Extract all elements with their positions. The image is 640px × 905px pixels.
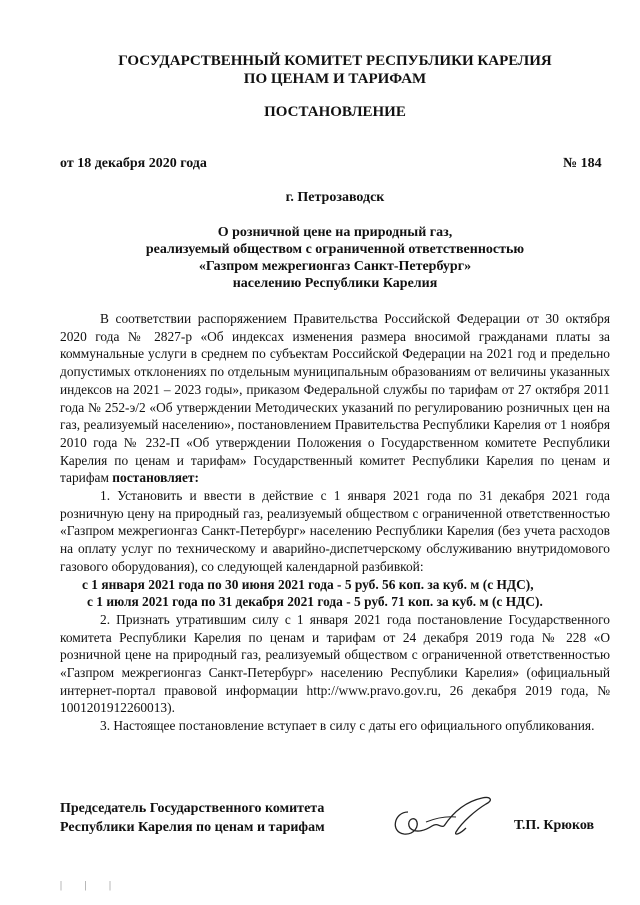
item-1: 1. Установить и ввести в действие с 1 января 2021 года по 31 декабря 2021 года розничную цену на природный газ, реализуемый обществом с ограниченной ответственностью «Газпром межрегионгаз Санкт-Петербург» населению Республики Карелия (без учета расходов на оплату услуг по техническому и аварийно-диспетчерскому обслуживанию внутридомового газового оборудования), со следующей календарной разбивкой:: [60, 488, 610, 574]
signatory-position: [60, 799, 325, 837]
document-title-line3: «Газпром межрегионгаз Санкт-Петербург»: [198, 259, 472, 274]
document-title-line2: реализуемый обществом с ограниченной ответственностью: [145, 242, 525, 257]
handwritten-signature-icon: [386, 792, 496, 842]
document-type: ПОСТАНОВЛЕНИЕ: [264, 104, 406, 120]
signatory-name: Т.П. Крюков: [514, 818, 595, 833]
scan-marks: | | |: [60, 880, 122, 891]
document-city: г. Петрозаводск: [285, 190, 385, 205]
price-period-2: с 1 июля 2021 года по 31 декабря 2021 года - 5 руб. 71 коп. за куб. м (с НДС).: [87, 594, 543, 610]
preamble-paragraph: [60, 310, 610, 487]
item-2: 2. Признать утратившим силу с 1 января 2021 года постановление Государственного комитета Республики Карелия по ценам и тарифам от 24 декабря 2019 года № 228 «О розничной цене на природный газ, реализуемый обществом с ограниченной ответственностью «Газпром межрегионгаз Санкт-Петербург» населению Республики Карелия» (официальный интернет-портал правовой информации http://www.pravo.gov.ru, 26 декабря 2019 года, № 1001201912260013).: [60, 611, 610, 716]
committee-name-line2: ПО ЦЕНАМ И ТАРИФАМ: [243, 71, 427, 87]
decides-word: постановляет:: [112, 470, 199, 486]
document-date: от 18 декабря 2020 года: [60, 156, 207, 171]
document-title-line1: О розничной цене на природный газ,: [217, 225, 453, 240]
document-body: [60, 310, 610, 735]
signatory-position-line1: Председатель Государственного комитета: [60, 801, 325, 816]
item-3: 3. Настоящее постановление вступает в силу с даты его официального опубликования.: [100, 718, 595, 734]
document-number: № 184: [563, 156, 602, 171]
signatory-position-line2: Республики Карелия по ценам и тарифам: [60, 820, 325, 835]
committee-name-line1: ГОСУДАРСТВЕННЫЙ КОМИТЕТ РЕСПУБЛИКИ КАРЕЛИЯ: [118, 53, 552, 69]
preamble-text: В соответствии распоряжением Правительства Российской Федерации от 30 октября 2020 года № 2827-р «Об индексах изменения размера вносимой гражданами платы за коммунальные услуги в среднем по субъектам Российской Федерации на 2021 год и предельно допустимых отклонениях по отдельным муниципальным образованиям от величины указанных индексов на 2021 – 2023 годы», приказом Федеральной службы по тарифам от 27 октября 2011 года № 252-э/2 «Об утверждении Методических указаний по регулированию розничных цен на газ, реализуемый населению», постановлением Правительства Республики Карелия от 1 ноября 2010 года № 232-П «Об утверждении Положения о Государственном комитете Республики Карелия по ценам и тарифам» Государственный комитет Республики Карелия по ценам и тарифам: [60, 311, 610, 486]
document-title-line4: населению Республики Карелия: [232, 276, 438, 291]
price-period-1: с 1 января 2021 года по 30 июня 2021 года - 5 руб. 56 коп. за куб. м (с НДС),: [82, 576, 534, 592]
